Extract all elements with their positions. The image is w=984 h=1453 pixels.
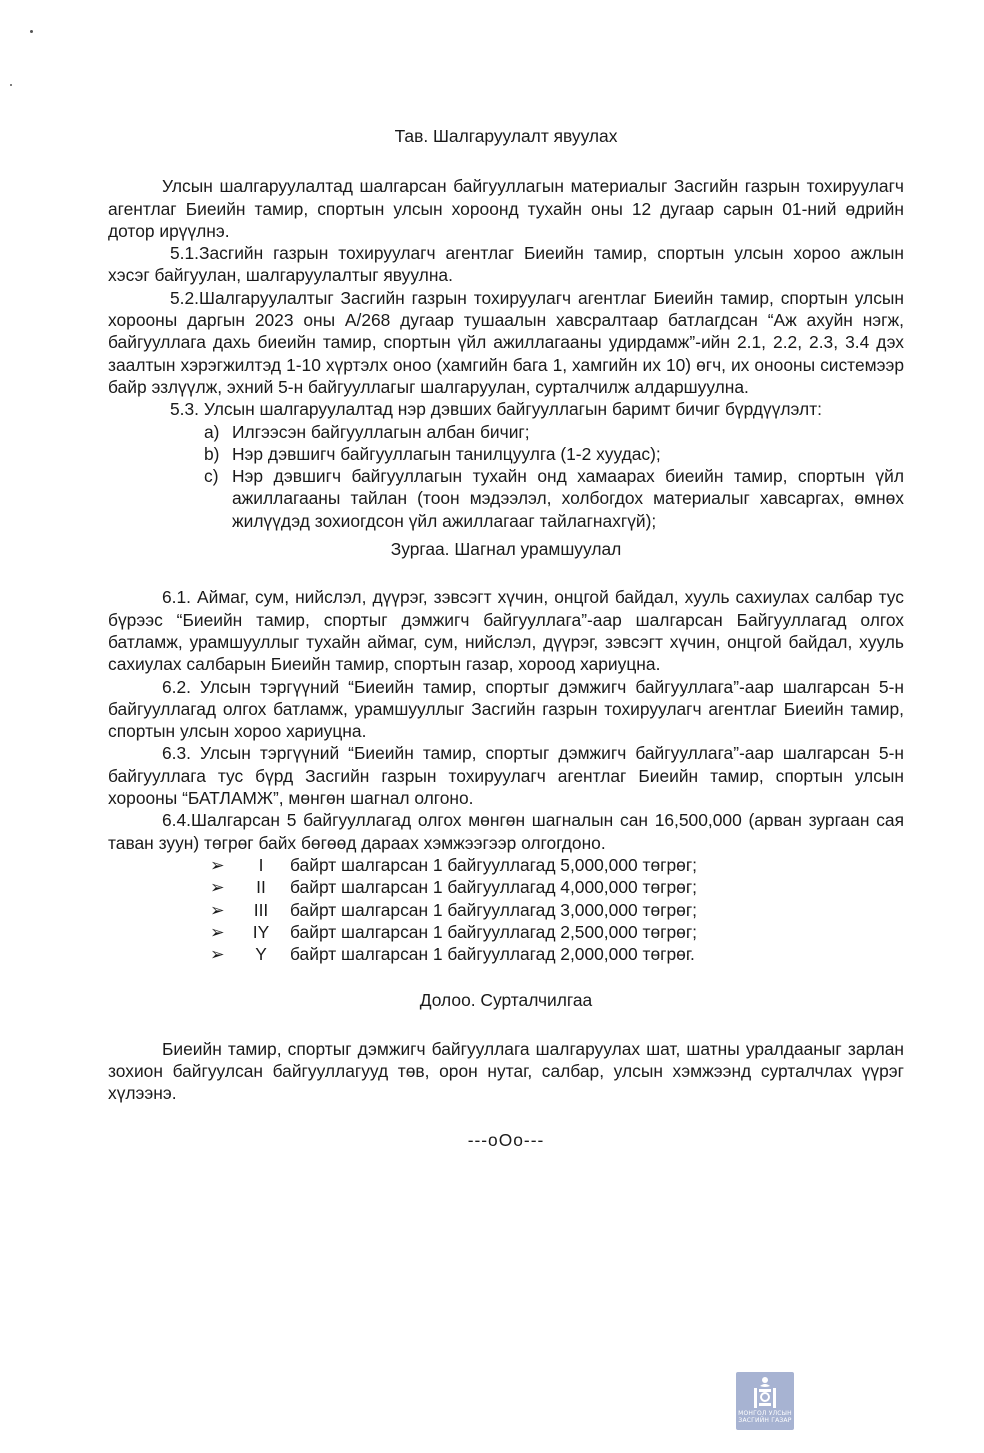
- scan-speck: [30, 30, 33, 33]
- emblem-caption: МОНГОЛ УЛСЫН ЗАСГИЙН ГАЗАР: [738, 1410, 792, 1424]
- paragraph-5-3: 5.3. Улсын шалгаруулалтад нэр дэвших байгууллагын баримт бичиг бүрдүүлэлт:: [170, 399, 822, 420]
- list-item: c) Нэр дэвшигч байгууллагын тухайн онд хамаарах биеийн тамир, спортын үйл ажиллагааны тайлан (тоон мэдээлэл, холбогдох материалыг хавсаргах, өмнөх жилүүдэд зохиогдсон үйл ажиллагааг тайлагнахгүй);: [204, 466, 904, 531]
- list-item: ➢ IY байрт шалгарсан 1 байгууллагад 2,500,000 төгрөг;: [210, 921, 697, 942]
- scan-speck: [10, 84, 12, 86]
- arrow-bullet-icon: ➢: [210, 944, 225, 965]
- arrow-bullet-icon: ➢: [210, 921, 225, 942]
- section7-text: Биеийн тамир, спортыг дэмжигч байгууллага шалгаруулах шат, шатны уралдааныг зарлан зохион байгуулсан байгууллагууд төв, орон нутаг, салбар, улсын хэмжээнд сурталчлах үүрэг хүлээнэ.: [108, 1038, 904, 1104]
- paragraph-6-4: 6.4.Шалгарсан 5 байгууллагад олгох мөнгөн шагналын сан 16,500,000 (арван зургаан сая таван зуун) төгрөг байх бөгөөд дараах хэмжээгээр олгогдоно.: [108, 810, 904, 853]
- end-mark: ---oOo---: [467, 1129, 545, 1150]
- list-item: a) Илгээсэн байгууллагын албан бичиг;: [204, 421, 530, 442]
- section5-title: Тав. Шалгаруулалт явуулах: [394, 126, 618, 146]
- document-body: [108, 125, 904, 1151]
- paragraph-6-1: 6.1. Аймаг, сум, нийслэл, дүүрэг, зэвсэгт хүчин, онцгой байдал, хууль сахиулах салбар тус бүрээс “Биеийн тамир, спортыг дэмжигч байгууллага”-аар шалгарсан Байгууллагад олгох батламж, урамшууллыг тухайн аймаг, сум, нийслэл, дүүрэг, зэвсэгт хүчин, онцгой байдал, хууль сахиулах салбарын Биеийн тамир, спортын газар, хороод хариуцна.: [108, 587, 904, 675]
- list-item: ➢ II байрт шалгарсан 1 байгууллагад 4,000,000 төгрөг;: [210, 877, 697, 898]
- document-requirements-list: [108, 421, 904, 532]
- paragraph-6-2: 6.2. Улсын тэргүүний “Биеийн тамир, спортыг дэмжигч байгууллага”-аар шалгарсан 5-н байгууллагад олгох батламж, урамшууллыг Засгийн газрын тохируулагч агентлаг Биеийн тамир, спортын улсын хороо хариуцна.: [108, 676, 904, 742]
- arrow-bullet-icon: ➢: [210, 854, 225, 875]
- soyombo-emblem-icon: [751, 1376, 779, 1410]
- prize-list: [108, 854, 904, 965]
- section5-intro: Улсын шалгаруулалтад шалгарсан байгууллагын материалыг Засгийн газрын тохируулагч агентлаг Биеийн тамир, спортын улсын хороонд тухайн оны 12 дугаар сарын 01-ний өдрийн дотор ирүүлнэ.: [108, 176, 904, 241]
- arrow-bullet-icon: ➢: [210, 877, 225, 898]
- paragraph-5-2: 5.2.Шалгаруулалтыг Засгийн газрын тохируулагч агентлаг Биеийн тамир, спортын улсын хорооны даргын 2023 оны А/268 дугаар тушаалын хавсралтаар батлагдсан “Аж ахуйн нэгж, байгууллага дахь биеийн тамир, спортын үйл ажиллагааны удирдамж”-ийн 2.1, 2.2, 2.3, 3.4 дэх заалтын хэрэгжилтэд 1-10 хүртэлх оноо (хамгийн бага 1, хамгийн их 10) өгч, их онооны системээр байр эзлүүлж, эхний 5-н байгууллагыг шалгаруулан, сурталчилж алдаршуулна.: [108, 287, 904, 397]
- paragraph-5-1: 5.1.Засгийн газрын тохируулагч агентлаг Биеийн тамир, спортын улсын хороо ажлын хэсэг байгуулан, шалгаруулалтыг явуулна.: [108, 243, 904, 286]
- list-item: ➢ III байрт шалгарсан 1 байгууллагад 3,000,000 төгрөг;: [210, 899, 697, 920]
- government-emblem-logo: [736, 1372, 794, 1430]
- arrow-bullet-icon: ➢: [210, 899, 225, 920]
- list-item: b) Нэр дэвшигч байгууллагын танилцуулга (1-2 хуудас);: [204, 443, 661, 464]
- section7-title: Долоо. Сурталчилгаа: [419, 990, 593, 1011]
- list-item: ➢ Y байрт шалгарсан 1 байгууллагад 2,000,000 төгрөг.: [210, 944, 695, 965]
- section6-title: Зургаа. Шагнал урамшуулал: [390, 539, 622, 560]
- list-item: ➢ I байрт шалгарсан 1 байгууллагад 5,000,000 төгрөг;: [210, 854, 697, 875]
- paragraph-6-3: 6.3. Улсын тэргүүний “Биеийн тамир, спортыг дэмжигч байгууллага”-аар шалгарсан 5-н байгууллага тус бүрд Засгийн газрын тохируулагч агентлаг Биеийн тамир, спортын улсын хорооны “БАТЛАМЖ”, мөнгөн шагнал олгоно.: [108, 743, 904, 809]
